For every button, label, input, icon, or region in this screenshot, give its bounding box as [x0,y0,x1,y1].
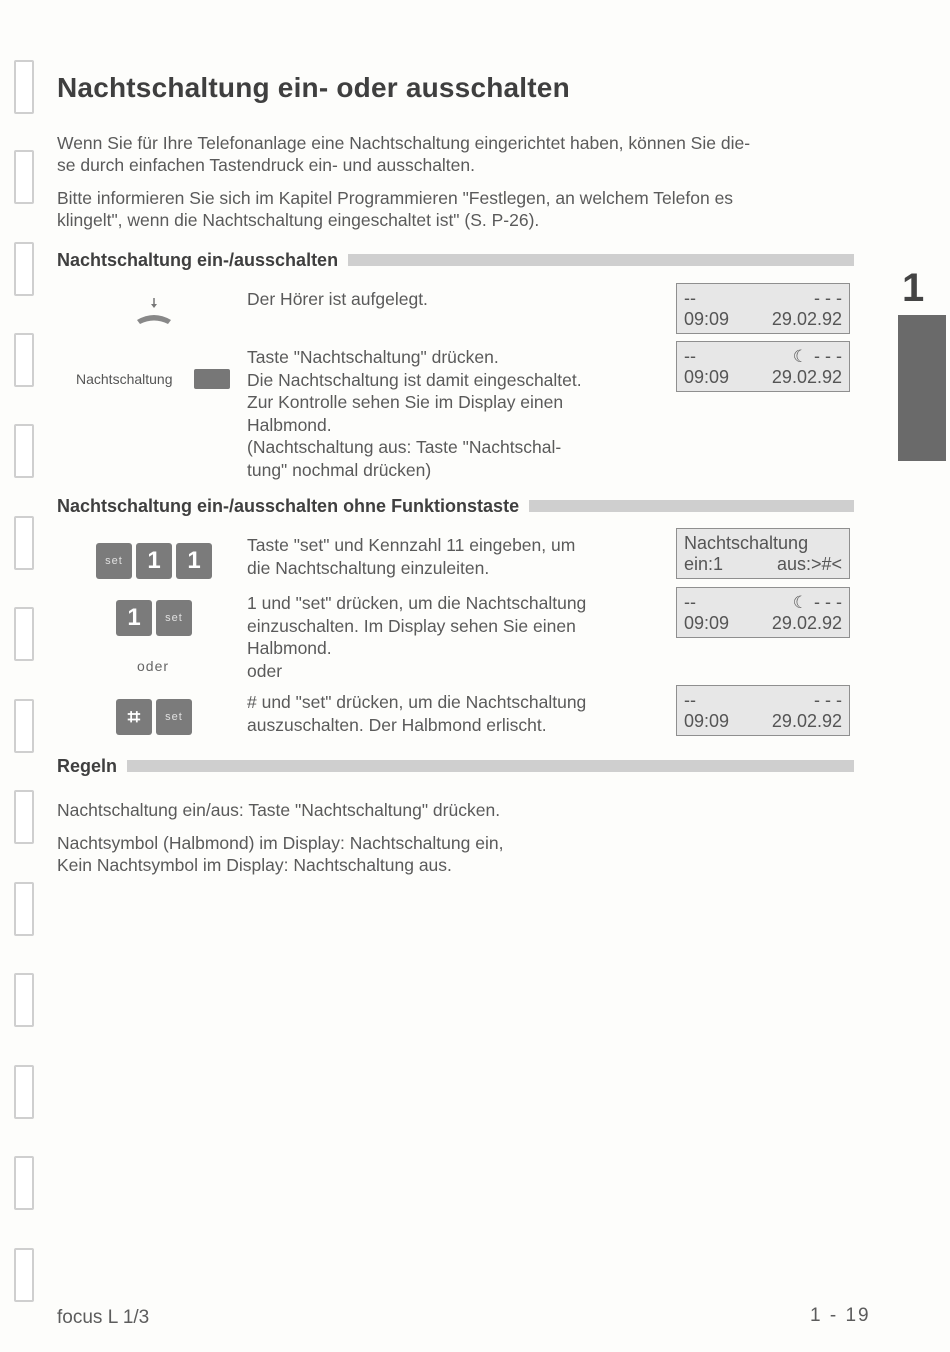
display-time: 09:09 [684,613,730,633]
step-line: # und "set" drücken, um die Nachtschaltung [247,692,587,712]
section-heading-label: Nachtschaltung ein-/ausschalten [57,249,339,270]
step-text [247,691,657,736]
rules-paragraph [57,832,867,876]
footer-page-number: 1 - 19 [810,1305,871,1326]
rule-line: Kein Nachtsymbol im Display: Nachtschaltung aus. [57,855,452,875]
step-line: Halbmond. [247,638,332,658]
step-text [247,592,657,682]
display-panel [676,587,850,638]
intro-line: klingelt", wenn die Nachtschaltung eingeschaltet ist" (S. P-26). [57,210,540,230]
display-text: - - - [814,346,842,366]
step-text [247,346,657,481]
section-heading [57,494,854,518]
section-heading-label: Regeln [57,755,118,776]
section-heading [57,248,854,272]
set-key[interactable]: set [156,600,192,636]
margin-tab [14,699,34,753]
step-text [247,534,657,579]
step-line: Taste "set" und Kennzahl 11 eingeben, um [247,535,576,555]
step-line: die Nachtschaltung einzuleiten. [247,557,490,578]
intro-line: Wenn Sie für Ihre Telefonanlage eine Nachtschaltung eingerichtet haben, können Sie die- [57,133,751,153]
display-panel [676,528,850,579]
display-time: 09:09 [684,711,730,731]
display-time: 09:09 [684,367,730,387]
display-text: -- [684,690,696,710]
digit-1-key[interactable]: 1 [136,543,172,579]
moon-icon: ☾ [792,347,809,366]
display-panel [676,341,850,392]
intro-paragraph [57,187,867,231]
handset-icon [132,296,176,330]
display-text: - - - [814,690,842,710]
display-panel [676,685,850,736]
margin-tab [14,242,34,296]
display-date: 29.02.92 [771,613,842,633]
set-key[interactable]: set [156,699,192,735]
display-text: Nachtschaltung [684,533,809,553]
intro-line: Bitte informieren Sie sich im Kapitel Programmieren "Festlegen, an welchem Telefon es [57,188,734,208]
display-text: -- [684,288,696,308]
section-heading [57,754,854,778]
step-line: 1 und "set" drücken, um die Nachtschaltung [247,593,587,613]
display-text: - - - [814,288,842,308]
display-date: 29.02.92 [771,309,842,329]
margin-tab [14,1156,34,1210]
display-text: aus:>#< [776,554,842,574]
section-heading-bar [529,500,854,512]
margin-tab [14,790,34,844]
margin-tab [14,973,34,1027]
margin-tab [14,333,34,387]
section-heading-label: Nachtschaltung ein-/ausschalten ohne Funktionstaste [57,495,520,516]
rule-line: Nachtsymbol (Halbmond) im Display: Nachtschaltung ein, [57,833,504,853]
set-key[interactable]: set [96,543,132,579]
digit-1-key[interactable]: 1 [176,543,212,579]
display-time: 09:09 [684,309,730,329]
section-heading-bar [348,254,854,266]
step-line: Taste "Nachtschaltung" drücken. [247,347,499,367]
margin-tab [14,1248,34,1302]
or-label: oder [137,658,170,674]
night-key-button[interactable] [194,369,230,389]
margin-tab [14,607,34,661]
footer-product: focus L 1/3 [57,1307,150,1328]
margin-tab [14,150,34,204]
night-key-label: Nachtschaltung [76,371,173,387]
step-line: Zur Kontrolle sehen Sie im Display einen [247,392,564,412]
display-text: -- [684,592,696,612]
margin-tab [14,1065,34,1119]
hash-key[interactable]: ⌗ [116,699,152,735]
chapter-tab [898,315,946,461]
display-text: - - - [814,592,842,612]
display-date: 29.02.92 [771,367,842,387]
display-date: 29.02.92 [771,711,842,731]
margin-tab [14,516,34,570]
step-line: tung" nochmal drücken) [247,459,432,480]
step-line: auszuschalten. Der Halbmond erlischt. [247,714,547,735]
step-line: Halbmond. [247,414,332,435]
margin-tab [14,60,34,114]
step-text: Der Hörer ist aufgelegt. [247,289,428,309]
step-line: einzuschalten. Im Display sehen Sie einen [247,615,576,636]
intro-paragraph [57,132,867,176]
page-title: Nachtschaltung ein- oder ausschalten [57,72,570,103]
display-text: -- [684,346,696,366]
step-line: oder [247,660,283,681]
rule-line: Nachtschaltung ein/aus: Taste "Nachtschaltung" drücken. [57,800,501,820]
section-heading-bar [127,760,854,772]
intro-line: se durch einfachen Tastendruck ein- und ausschalten. [57,155,476,175]
step-line: (Nachtschaltung aus: Taste "Nachtschal- [247,437,562,457]
display-text: ein:1 [684,554,724,574]
display-panel [676,283,850,334]
margin-tab [14,882,34,936]
step-line: Die Nachtschaltung ist damit eingeschaltet. [247,369,582,390]
chapter-number: 1 [902,266,925,310]
digit-1-key[interactable]: 1 [116,600,152,636]
margin-tab [14,424,34,478]
moon-icon: ☾ [792,593,809,612]
